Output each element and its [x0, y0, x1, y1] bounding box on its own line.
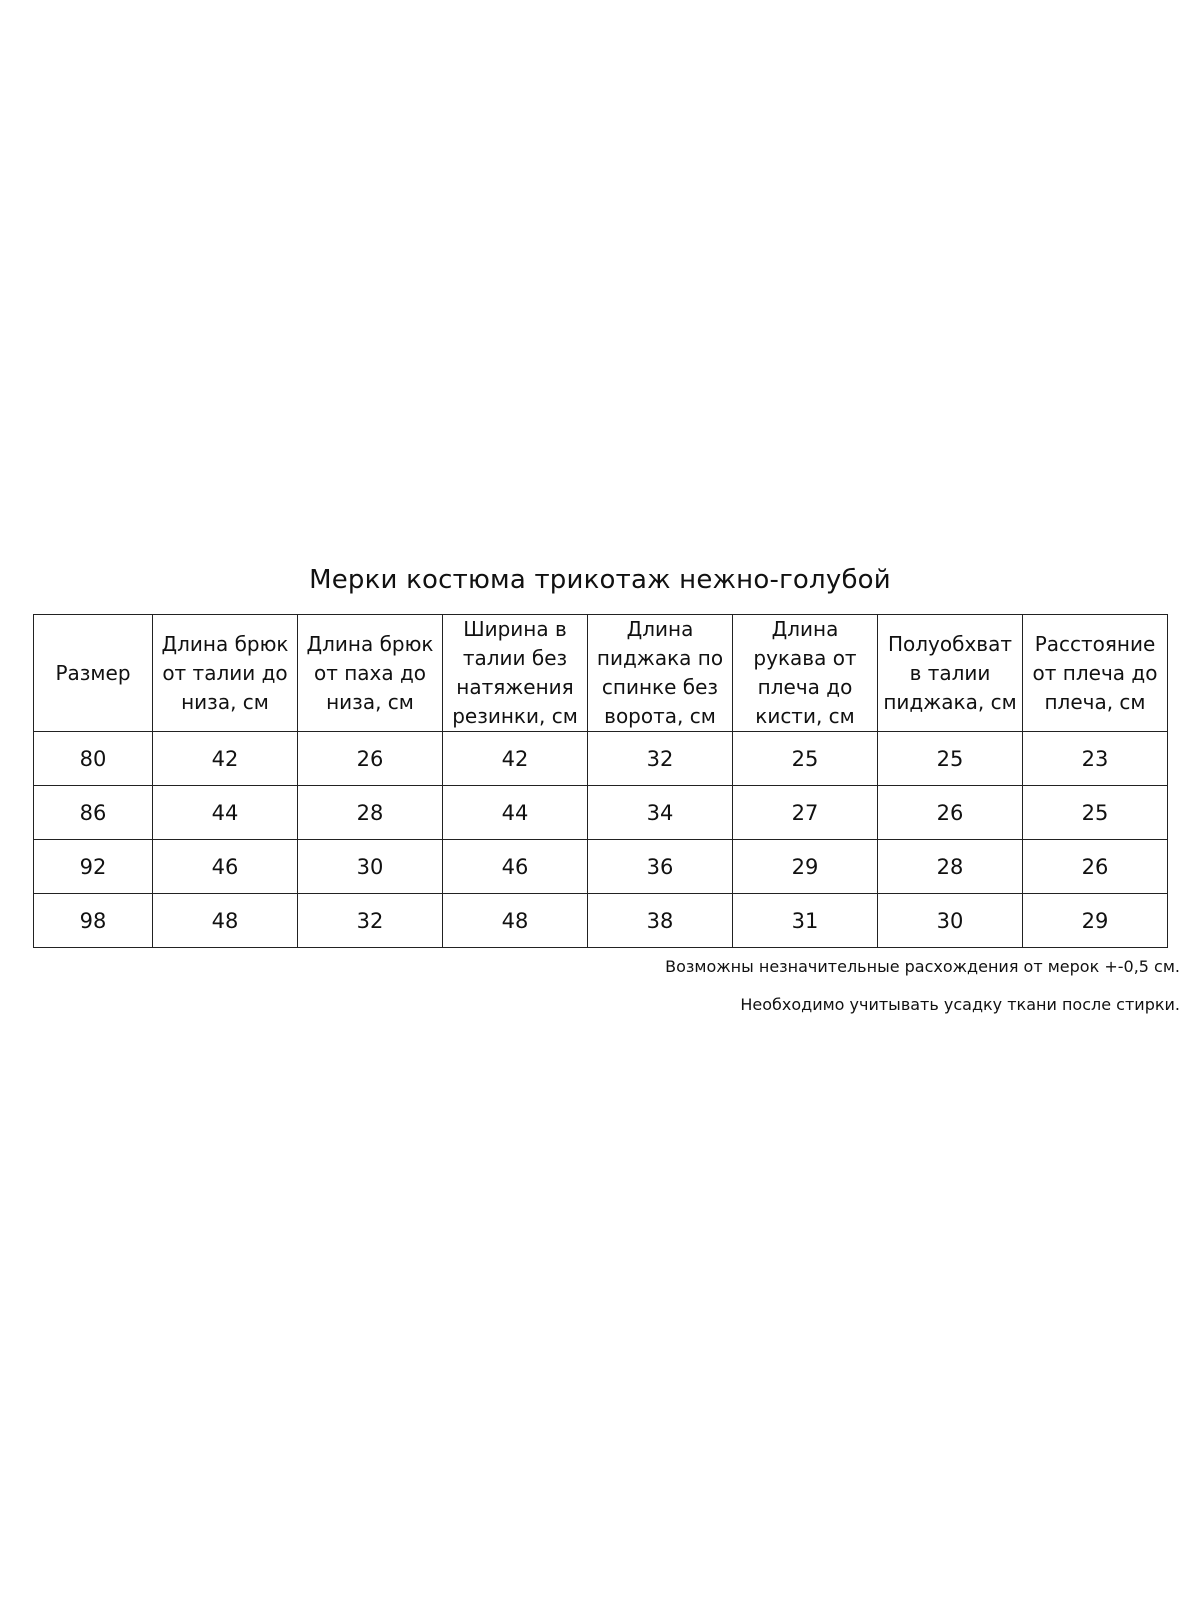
table-cell: 42	[153, 732, 298, 786]
table-cell: 36	[588, 840, 733, 894]
header-pants-length-crotch: Длина брюк от паха до низа, см	[298, 615, 443, 732]
table-cell: 26	[878, 786, 1023, 840]
table-cell: 46	[153, 840, 298, 894]
table-cell: 92	[34, 840, 153, 894]
header-waist-width: Ширина в талии без натяжения резинки, см	[443, 615, 588, 732]
table-cell: 38	[588, 894, 733, 948]
header-shoulder-width: Расстояние от плеча до плеча, см	[1023, 615, 1168, 732]
table-cell: 44	[153, 786, 298, 840]
table-row	[34, 840, 1168, 894]
table-cell: 42	[443, 732, 588, 786]
size-chart-table	[33, 614, 1168, 948]
table-cell: 98	[34, 894, 153, 948]
table-cell: 25	[1023, 786, 1168, 840]
table-cell: 46	[443, 840, 588, 894]
header-jacket-length: Длина пиджака по спинке без ворота, см	[588, 615, 733, 732]
table-cell: 25	[733, 732, 878, 786]
shrinkage-note: Необходимо учитывать усадку ткани после стирки.	[740, 995, 1180, 1014]
table-cell: 31	[733, 894, 878, 948]
table-cell: 30	[878, 894, 1023, 948]
table-cell: 26	[1023, 840, 1168, 894]
table-cell: 32	[298, 894, 443, 948]
page-title: Мерки костюма трикотаж нежно-голубой	[309, 565, 891, 595]
table-cell: 48	[153, 894, 298, 948]
table-cell: 86	[34, 786, 153, 840]
table-cell: 27	[733, 786, 878, 840]
header-sleeve-length: Длина рукава от плеча до кисти, см	[733, 615, 878, 732]
table-header-row	[34, 615, 1168, 732]
table-cell: 25	[878, 732, 1023, 786]
table-cell: 28	[878, 840, 1023, 894]
table-cell: 80	[34, 732, 153, 786]
table-cell: 30	[298, 840, 443, 894]
header-pants-length-waist: Длина брюк от талии до низа, см	[153, 615, 298, 732]
table-row	[34, 786, 1168, 840]
table-cell: 26	[298, 732, 443, 786]
header-size: Размер	[34, 615, 153, 732]
table-cell: 34	[588, 786, 733, 840]
table-row	[34, 732, 1168, 786]
header-jacket-half-waist: Полуобхват в талии пиджака, см	[878, 615, 1023, 732]
table-cell: 29	[733, 840, 878, 894]
table-cell: 44	[443, 786, 588, 840]
table-row	[34, 894, 1168, 948]
table-cell: 48	[443, 894, 588, 948]
tolerance-note: Возможны незначительные расхождения от мерок +-0,5 см.	[665, 957, 1180, 976]
table-cell: 23	[1023, 732, 1168, 786]
table-cell: 28	[298, 786, 443, 840]
table-cell: 29	[1023, 894, 1168, 948]
table-cell: 32	[588, 732, 733, 786]
